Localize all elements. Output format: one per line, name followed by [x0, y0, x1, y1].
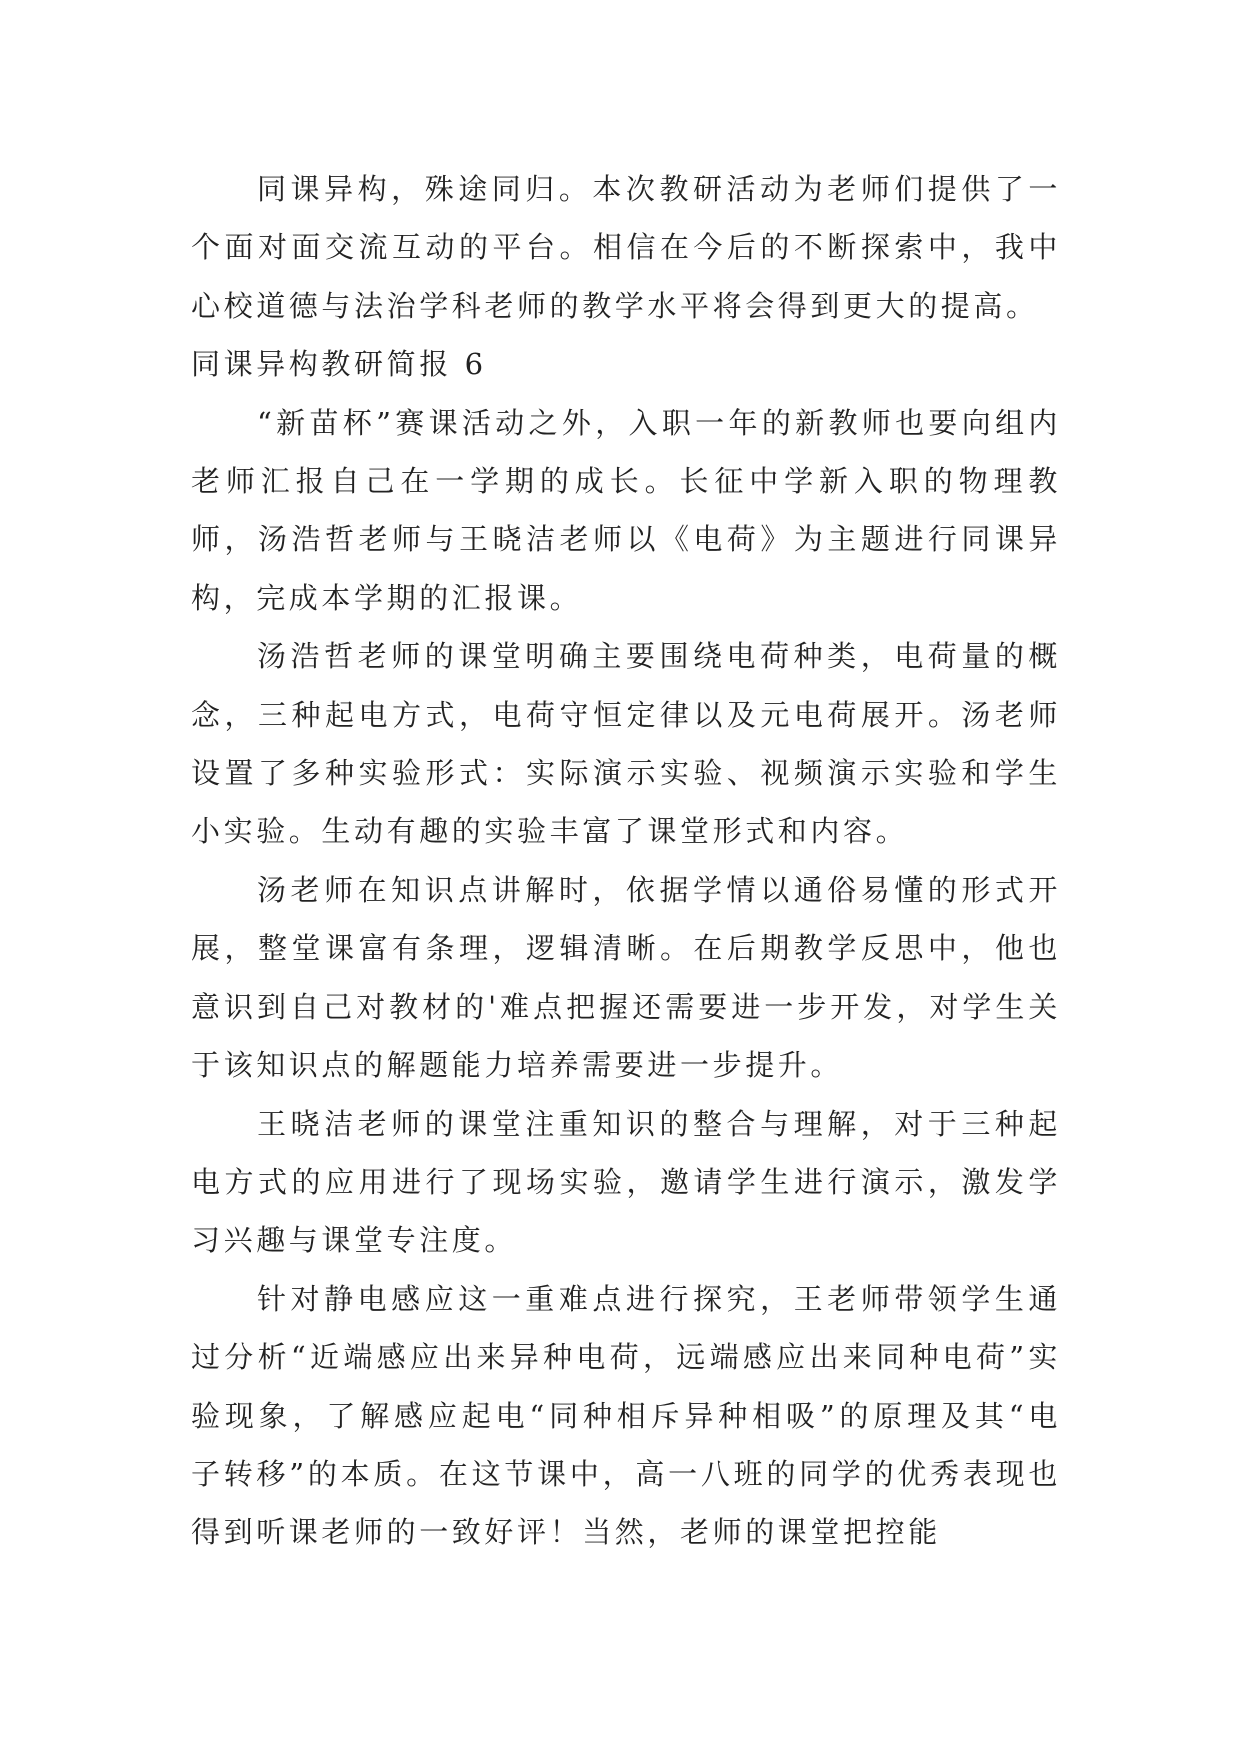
paragraph-conclusion: 同课异构，殊途同归。本次教研活动为老师们提供了一个面对面交流互动的平台。相信在今后的不断探索中，我中心校道德与法治学科老师的教学水平将会得到更大的提高。 [191, 172, 1061, 323]
section-heading: 同课异构教研简报 6 [191, 347, 487, 382]
document-body [191, 160, 1061, 1562]
paragraph-tang-reflection: 汤老师在知识点讲解时，依据学情以通俗易懂的形式开展，整堂课富有条理，逻辑清晰。在后期教学反思中，他也意识到自己对教材的'难点把握还需要进一步开发，对学生关于该知识点的解题能力培养需要进一步提升。 [191, 872, 1061, 1083]
paragraph-intro: “新苗杯”赛课活动之外，入职一年的新教师也要向组内老师汇报自己在一学期的成长。长征中学新入职的物理教师，汤浩哲老师与王晓洁老师以《电荷》为主题进行同课异构，完成本学期的汇报课。 [191, 405, 1061, 615]
paragraph-wang-class: 王晓洁老师的课堂注重知识的整合与理解，对于三种起电方式的应用进行了现场实验，邀请学生进行演示，激发学习兴趣与课堂专注度。 [191, 1106, 1061, 1258]
paragraph-tang-class: 汤浩哲老师的课堂明确主要围绕电荷种类，电荷量的概念，三种起电方式，电荷守恒定律以及元电荷展开。汤老师设置了多种实验形式：实际演示实验、视频演示实验和学生小实验。生动有趣的实验丰富了课堂形式和内容。 [191, 639, 1061, 849]
paragraph-wang-inquiry: 针对静电感应这一重难点进行探究，王老师带领学生通过分析“近端感应出来异种电荷，远端感应出来同种电荷”实验现象，了解感应起电“同种相斥异种相吸”的原理及其“电子转移”的本质。在这节课中，高一八班的同学的优秀表现也得到听课老师的一致好评！当然，老师的课堂把控能 [191, 1281, 1061, 1550]
